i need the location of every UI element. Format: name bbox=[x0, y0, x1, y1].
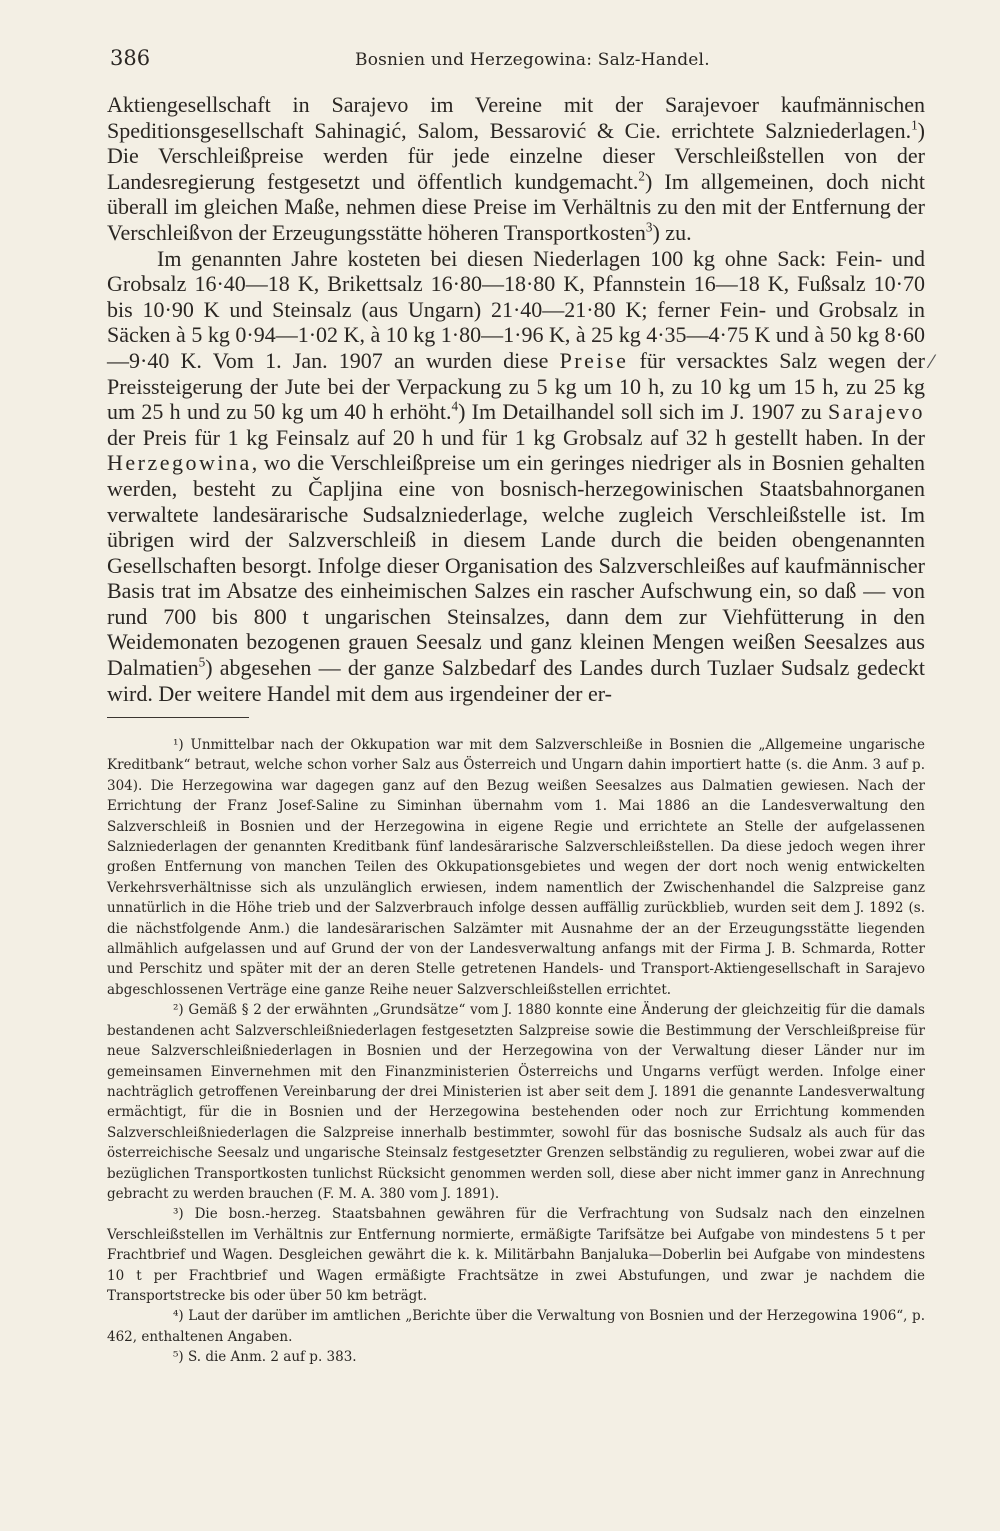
text-run: für versacktes Salz wegen der Preissteigerung der Jute bei der Verpackung zu 5 kg um 10 h, zu 10 kg um 15 h, zu 25 kg um 25 h und zu 50 kg um 40 h erhöht. bbox=[107, 347, 925, 425]
spaced-emphasis: Herzegowina bbox=[107, 450, 252, 476]
footnote-3: ³) Die bosn.-herzeg. Staatsbahnen gewähren für die Verfrachtung von Sudsalz nach den einzelnen Verschleißstellen im Verhältnis zur Entfernung normierte, ermäßigte Tarifsätze bei Aufgabe von mindestens 5 t per Frachtbrief und Wagen. Desgleichen gewährt die k. k. Militärbahn Banjaluka—Doberlin bei Aufgabe von mindestens 10 t per Frachtbrief und Wagen ermäßigte Frachtsätze in zwei Abstufungen, und zwar je nachdem die Transportstrecke bis oder über 50 km beträgt. bbox=[107, 1206, 925, 1304]
main-text bbox=[107, 92, 925, 706]
footnote-2: ²) Gemäß § 2 der erwähnten „Grundsätze“ vom J. 1880 konnte eine Änderung der gleichzeitig für die damals bestandenen acht Salzverschleißniederlagen festgesetzten Salzpreise sowie die Bestimmung der Verschleißpreise für neue Salzverschleißniederlagen in Bosnien und der Herzegowina von der Verwaltung dieser Länder nur im gemeinsamen Einvernehmen mit den Finanzministerien Österreichs und Ungarns verfügt werden. Infolge einer nachträglich getroffenen Vereinbarung der drei Ministerien ist aber seit dem J. 1891 die genannte Landesverwaltung ermächtigt, für die in Bosnien und der Herzegowina bestehenden oder noch zur Errichtung kommenden Salzverschleißniederlagen die Salzpreise innerhalb bestimmter, sowohl für das bosnische Sudsalz als auch für das österreichische Seesalz und ungarische Steinsalz festgesetzter Grenzen selbständig zu regulieren, wobei zwar auf die bezüglichen Transportkosten tunlichst Rücksicht genommen werden soll, diese aber nicht immer ganz in Anrechnung gebracht zu werden brauchen (F. M. A. 380 vom J. 1891). bbox=[107, 1002, 925, 1202]
text-run: ) Die Verschleißpreise werden für jede einzelne dieser Verschleißstellen von der Landesregierung festgesetzt und öffentlich kundgemacht. bbox=[107, 117, 925, 194]
footnote-separator bbox=[107, 717, 249, 718]
paragraph bbox=[107, 246, 925, 707]
footnote-ref: 3 bbox=[645, 219, 653, 235]
text-run: ) abgesehen — der ganze Salzbedarf des Landes durch Tuzlaer Sudsalz gedeckt wird. Der weitere Handel mit dem aus irgendeiner der er- bbox=[107, 655, 925, 706]
footnote-ref: 5 bbox=[198, 654, 206, 670]
footnote-1: ¹) Unmittelbar nach der Okkupation war mit dem Salzverschleiße in Bosnien die „Allgemeine ungarische Kreditbank“ betraut, welche schon vorher Salz aus Österreich und Ungarn dahin importiert hatte (s. die Anm. 3 auf p. 304). Die Herzegowina war dagegen ganz auf den Bezug weißen Seesalzes aus Dalmatien gewiesen. Nach der Errichtung der Franz Josef-Saline zu Siminhan übernahm vom 1. Mai 1886 an die Landesverwaltung den Salzverschleiß in Bosnien und der Herzegowina in eigene Regie und errichtete an Stelle der aufgelassenen Salzniederlagen der genannten Kreditbank fünf landesärarische Salzverschleißstellen. Da diese jedoch wegen ihrer großen Entfernung von manchen Teilen des Okkupationsgebietes und wegen der dort noch wenig entwickelten Verkehrsverhältnisse sich als unzulänglich erwiesen, indem namentlich der Zwischenhandel die Salzpreise ganz unnatürlich in die Höhe trieb und der Salzverbrauch infolge dessen auffällig zurückblieb, wurden seit dem J. 1892 (s. die nächstfolgende Anm.) die landesärarischen Salzämter mit Ausnahme der an der Erzeugungsstätte liegenden allmählich aufgelassen und auf Grund der von der Landesverwaltung anfangs mit der Firma J. B. Schmarda, Rotter und Perschitz und später mit der an deren Stelle getretenen Handels- und Transport-Aktiengesellschaft in Sarajevo abgeschlossenen Verträge eine ganze Reihe neuer Salzverschleißstellen errichtet. bbox=[107, 737, 925, 998]
footnote-ref: 2 bbox=[638, 168, 645, 184]
spaced-emphasis: Sarajevo bbox=[828, 399, 925, 425]
page-header bbox=[110, 46, 925, 76]
footnote-ref: 1 bbox=[911, 117, 918, 133]
text-run: ) Im allgemeinen, doch nicht überall im gleichen Maße, nehmen diese Preise im Verhältnis zu den mit der Entfernung der Verschleißvon der Erzeugungsstätte höheren Transportkosten bbox=[107, 168, 925, 245]
page-number: 386 bbox=[110, 46, 151, 70]
running-title: Bosnien und Herzegowina: Salz-Handel. bbox=[355, 50, 710, 70]
spaced-emphasis: Preise bbox=[559, 347, 629, 373]
footnote-4: ⁴) Laut der darüber im amtlichen „Berichte über die Verwaltung von Bosnien und der Herzegowina 1906“, p. 462, enthaltenen Angaben. bbox=[107, 1308, 925, 1345]
text-run: Aktiengesellschaft in Sarajevo im Vereine mit der Sarajevoer kaufmännischen Speditionsgesellschaft Sahinagić, Salom, Bessarović & Cie. errichtete Salzniederlagen. bbox=[107, 92, 925, 143]
margin-pencil-mark: ⁄ bbox=[930, 352, 934, 373]
footnote-ref: 4 bbox=[451, 398, 459, 414]
text-run: der Preis für 1 kg Feinsalz auf 20 h und für 1 kg Grobsalz auf 32 h gestellt haben. In der bbox=[107, 424, 925, 450]
footnote-5: ⁵) S. die Anm. 2 auf p. 383. bbox=[173, 1349, 357, 1366]
text-run: , wo die Verschleißpreise um ein geringes niedriger als in Bosnien gehalten werden, besteht zu Čapljina eine von bosnisch-herzegowinischen Staatsbahnorganen verwaltete landesärarische Sudsalzniederlage, welche zugleich Verschleißstelle ist. Im übrigen wird der Salzverschleiß in diesem Lande durch die beiden obengenannten Gesellschaften besorgt. Infolge dieser Organisation des Salzverschleißes auf kaufmännischer Basis trat im Absatze des einheimischen Salzes ein rascher Aufschwung ein, so daß — von rund 700 bis 800 t ungarischen Steinsalzes, dann dem zur Viehfütterung in den Weidemonaten bezogenen grauen Seesalz und ganz kleinen Mengen weißen Seesalzes aus Dalmatien bbox=[107, 450, 925, 681]
text-run: ) zu. bbox=[652, 219, 692, 245]
text-run: Im genannten Jahre kosteten bei diesen Niederlagen 100 kg ohne Sack: Fein- und Grobsalz 16·40—18 K, Brikettsalz 16·80—18·80 K, Pfannstein 16—18 K, Fußsalz 10·70 bis 10·90 K und Steinsalz (aus Ungarn) 21·40—21·80 K; ferner Fein- und Grobsalz in Säcken à 5 kg 0·94—1·02 K, à 10 kg 1·80—1·96 K, à 25 kg 4·35—4·75 K und à 50 kg 8·60—9·40 K. Vom 1. Jan. 1907 an wurden diese bbox=[107, 245, 925, 373]
paragraph bbox=[107, 92, 925, 246]
footnotes bbox=[107, 735, 925, 1368]
text-run: ) Im Detailhandel soll sich im J. 1907 zu bbox=[458, 399, 829, 425]
